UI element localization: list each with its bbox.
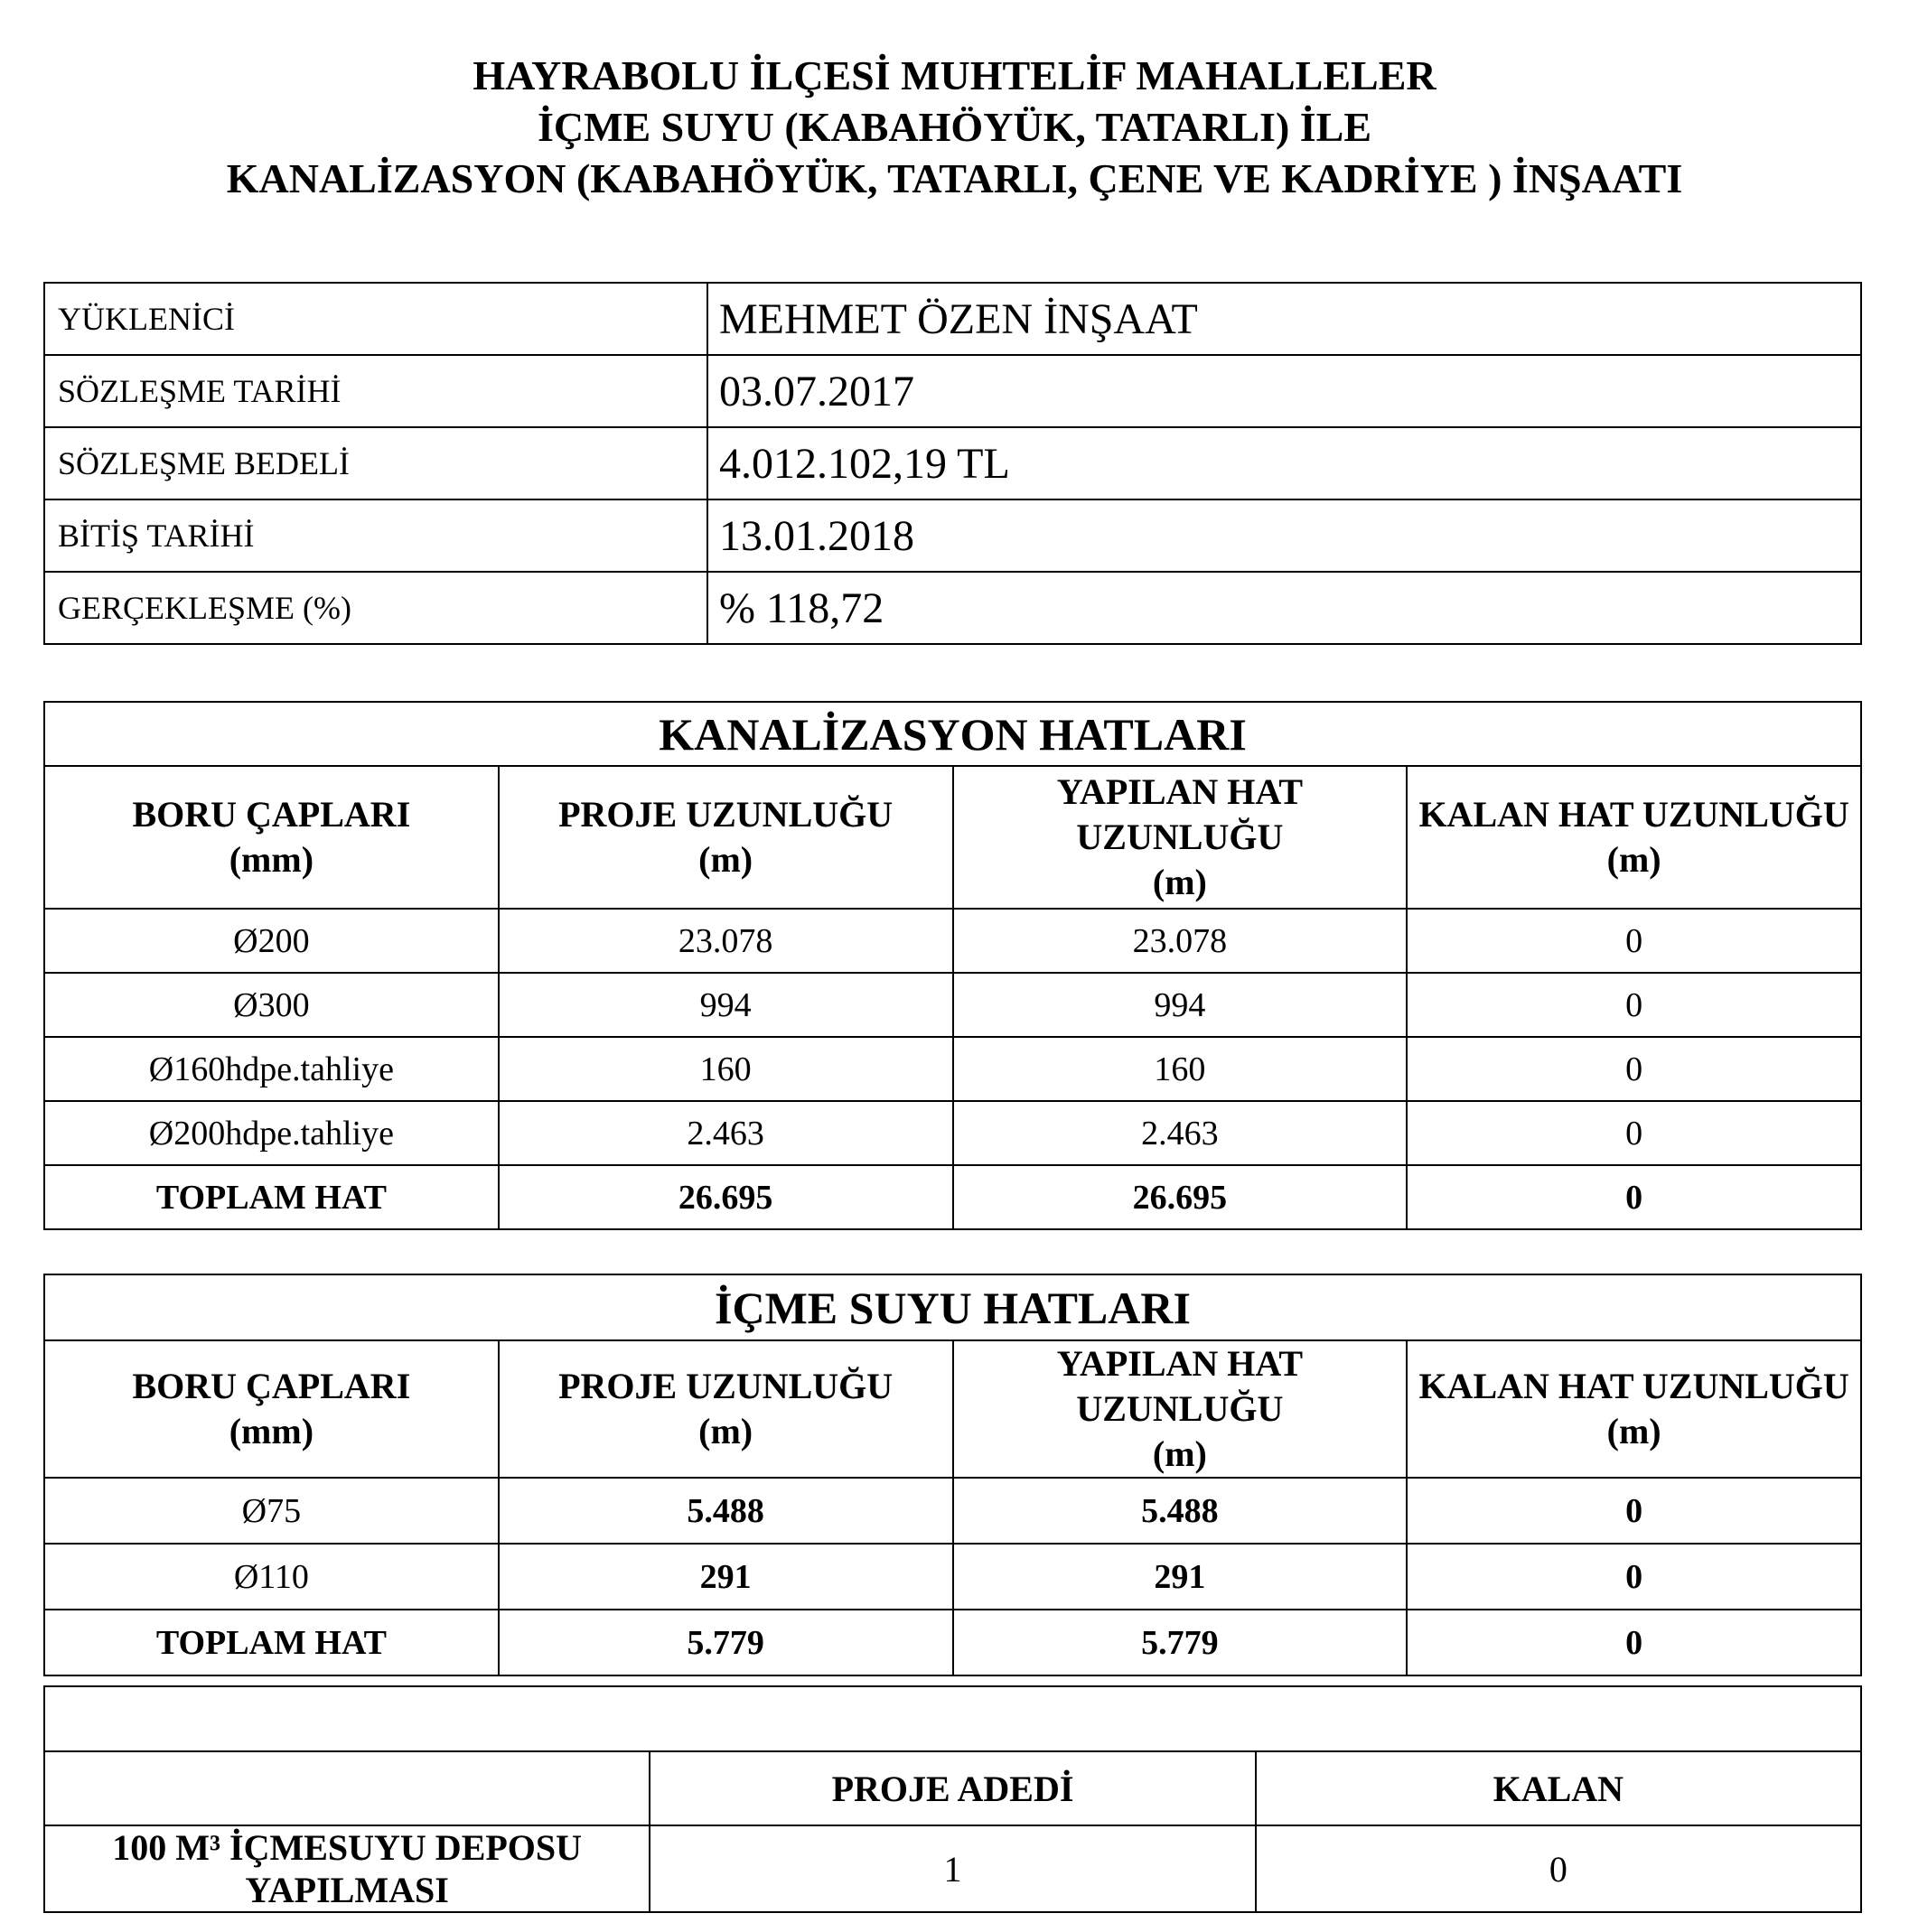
built-length: 23.078 [953,909,1408,973]
total-row [44,1610,1861,1675]
remaining-length: 0 [1407,1478,1861,1544]
water-tank-table [43,1685,1862,1913]
built-length: 5.488 [953,1478,1408,1544]
table-row [44,973,1861,1037]
project-length: 2.463 [499,1101,953,1165]
header-remaining-length: KALAN HAT UZUNLUĞU (m) [1407,1340,1861,1478]
pipe-diameter: Ø75 [44,1478,499,1544]
header-pipe-diameter: BORU ÇAPLARI (mm) [44,766,499,909]
info-row-realization [44,572,1861,644]
info-row-contract-price [44,427,1861,499]
header-row [44,766,1861,909]
total-built-length: 26.695 [953,1165,1408,1229]
pipe-diameter: Ø200hdpe.tahliye [44,1101,499,1165]
table-row [44,1478,1861,1544]
total-label: TOPLAM HAT [44,1610,499,1675]
title-line-3: KANALİZASYON (KABAHÖYÜK, TATARLI, ÇENE VE KADRİYE ) İNŞAATI [226,155,1683,201]
contract-info-table [43,282,1862,645]
built-length: 160 [953,1037,1408,1101]
total-label: TOPLAM HAT [44,1165,499,1229]
project-length: 5.488 [499,1478,953,1544]
title-line-1: HAYRABOLU İLÇESİ MUHTELİF MAHALLELER [473,52,1436,98]
project-length: 291 [499,1544,953,1610]
built-length: 2.463 [953,1101,1408,1165]
total-project-length: 26.695 [499,1165,953,1229]
info-value: MEHMET ÖZEN İNŞAAT [707,283,1861,355]
info-label: SÖZLEŞME BEDELİ [44,427,707,499]
header-project-length: PROJE UZUNLUĞU (m) [499,1340,953,1478]
pipe-diameter: Ø300 [44,973,499,1037]
water-table-title: İÇME SUYU HATLARI [44,1274,1861,1340]
header-remaining-length: KALAN HAT UZUNLUĞU (m) [1407,766,1861,909]
remaining-length: 0 [1407,973,1861,1037]
header-pipe-diameter: BORU ÇAPLARI (mm) [44,1340,499,1478]
project-length: 23.078 [499,909,953,973]
info-label: BİTİŞ TARİHİ [44,499,707,572]
info-value: % 118,72 [707,572,1861,644]
info-row-contract-date [44,355,1861,427]
header-project-length: PROJE UZUNLUĞU (m) [499,766,953,909]
info-value: 13.01.2018 [707,499,1861,572]
total-row [44,1165,1861,1229]
project-length: 160 [499,1037,953,1101]
table-row [44,1037,1861,1101]
title-line-2: İÇME SUYU (KABAHÖYÜK, TATARLI) İLE [537,104,1372,150]
header-built-length: YAPILAN HAT UZUNLUĞU (m) [953,1340,1408,1478]
tank-label: 100 M³ İÇMESUYU DEPOSU YAPILMASI [44,1825,650,1912]
info-label: YÜKLENİCİ [44,283,707,355]
remaining-length: 0 [1407,909,1861,973]
blank-header-row [44,1686,1861,1751]
pipe-diameter: Ø200 [44,909,499,973]
remaining-length: 0 [1407,1101,1861,1165]
header-project-count: PROJE ADEDİ [650,1751,1255,1825]
table-row [44,1825,1861,1912]
info-label: SÖZLEŞME TARİHİ [44,355,707,427]
info-row-end-date [44,499,1861,572]
header-built-length: YAPILAN HAT UZUNLUĞU (m) [953,766,1408,909]
remaining-length: 0 [1407,1037,1861,1101]
table-row [44,1544,1861,1610]
total-built-length: 5.779 [953,1610,1408,1675]
pipe-diameter: Ø160hdpe.tahliye [44,1037,499,1101]
total-project-length: 5.779 [499,1610,953,1675]
page-title [0,50,1909,204]
table-row [44,1101,1861,1165]
pipe-diameter: Ø110 [44,1544,499,1610]
water-lines-table [43,1274,1862,1676]
info-label: GERÇEKLEŞME (%) [44,572,707,644]
header-row [44,1340,1861,1478]
project-length: 994 [499,973,953,1037]
info-value: 4.012.102,19 TL [707,427,1861,499]
tank-project-count: 1 [650,1825,1255,1912]
sewer-table-title: KANALİZASYON HATLARI [44,702,1861,766]
header-remaining: KALAN [1256,1751,1861,1825]
total-remaining-length: 0 [1407,1610,1861,1675]
info-row-contractor [44,283,1861,355]
total-remaining-length: 0 [1407,1165,1861,1229]
info-value: 03.07.2017 [707,355,1861,427]
header-row [44,1751,1861,1825]
table-row [44,909,1861,973]
tank-remaining: 0 [1256,1825,1861,1912]
remaining-length: 0 [1407,1544,1861,1610]
header-blank [44,1751,650,1825]
built-length: 994 [953,973,1408,1037]
built-length: 291 [953,1544,1408,1610]
sewer-lines-table [43,701,1862,1230]
